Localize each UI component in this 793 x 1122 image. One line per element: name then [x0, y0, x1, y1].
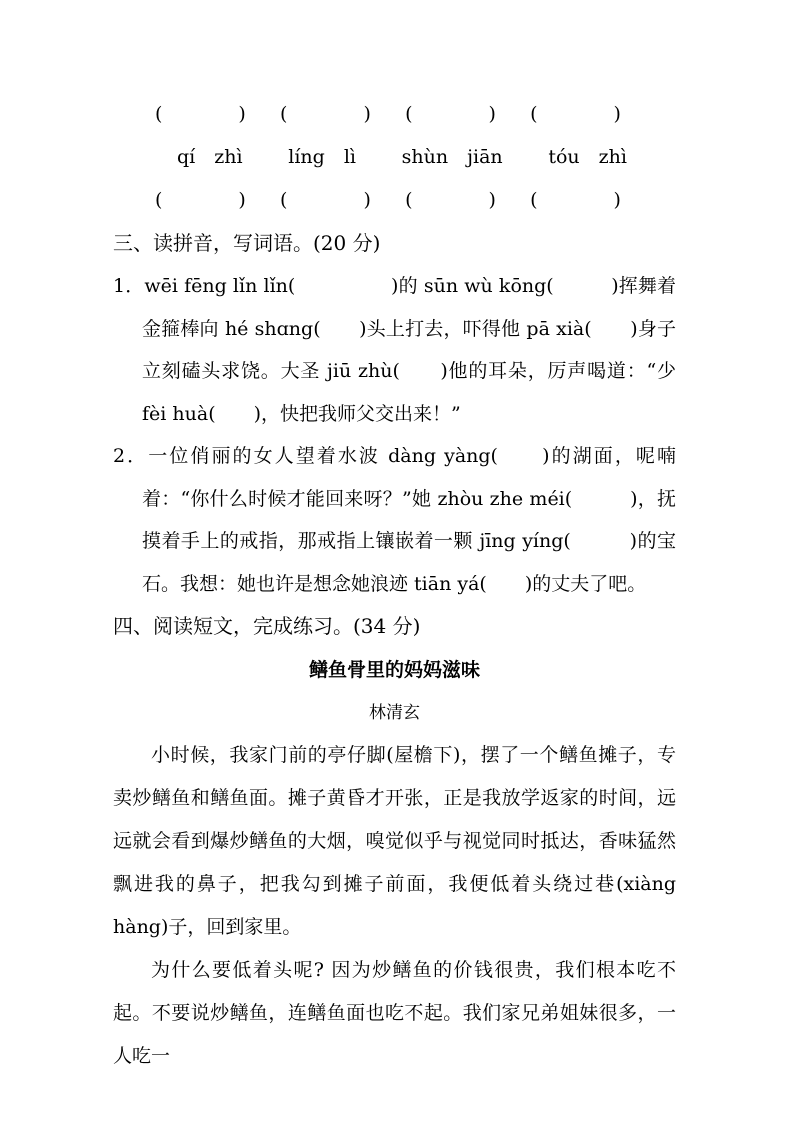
answer-blank: ( )	[280, 189, 371, 211]
pinyin-word: líng lì	[288, 146, 356, 168]
section-four-heading: 四、阅读短文，完成练习。(34 分)	[113, 614, 421, 638]
item-text: wēi fēng lǐn lǐn( )的 sūn wù kōng( )挥舞着金箍棒向 hé shɑng( )头上打去，吓得他 pā xià( )身子立刻磕头求饶。大圣 jiū zhù( )他的耳朵，厉声喝道：“少 fèi huà( )，快把我师父交出来！”	[142, 275, 676, 425]
answer-blank: ( )	[530, 103, 621, 125]
answer-blank: ( )	[155, 103, 246, 125]
section-three-heading: 三、读拼音，写词语。(20 分)	[113, 231, 381, 255]
pinyin-word: shùn jiān	[401, 146, 503, 168]
blank-row-bottom	[155, 179, 621, 222]
answer-blank: ( )	[155, 189, 246, 211]
answer-blank: ( )	[280, 103, 371, 125]
blank-row-top	[155, 93, 621, 136]
passage-paragraph-2: 为什么要低着头呢? 因为炒鳝鱼的价钱很贵，我们根本吃不起。不要说炒鳝鱼，连鳝鱼面也吃不起。我们家兄弟姐妹很多，一人吃一	[113, 959, 676, 1067]
passage-paragraph-1: 小时候，我家门前的亭仔脚(屋檐下)，摆了一个鳝鱼摊子，专卖炒鳝鱼和鳝鱼面。摊子黄昏才开张，正是我放学返家的时间，远远就会看到爆炒鳝鱼的大烟，嗅觉似乎与视觉同时抵达，香味猛然飘进我的鼻子，把我勾到摊子前面，我便低着头绕过巷(xiàng hàng)子，回到家里。	[113, 744, 696, 938]
answer-blank: ( )	[405, 189, 496, 211]
item-number: 2．	[113, 445, 149, 467]
question-item-2	[113, 435, 676, 605]
answer-blank: ( )	[405, 103, 496, 125]
item-text: 一位俏丽的女人望着水波 dàng yàng( )的湖面，呢喃着：“你什么时候才能回来呀？”她 zhòu zhe méi( )，抚摸着手上的戒指，那戒指上镶嵌着一颗 jīng yíng( )的宝石。我想：她也许是想念她浪迹 tiān yá( )的丈夫了吧。	[142, 445, 676, 595]
passage-author: 林清玄	[369, 703, 420, 723]
question-item-1	[113, 265, 676, 435]
pinyin-word: qí zhì	[177, 146, 243, 168]
word-answer-grid	[113, 93, 676, 222]
passage-title: 鳝鱼骨里的妈妈滋味	[308, 659, 480, 681]
pinyin-word: tóu zhì	[548, 146, 627, 168]
item-number: 1．	[113, 275, 145, 297]
answer-blank: ( )	[530, 189, 621, 211]
pinyin-row	[177, 136, 627, 179]
